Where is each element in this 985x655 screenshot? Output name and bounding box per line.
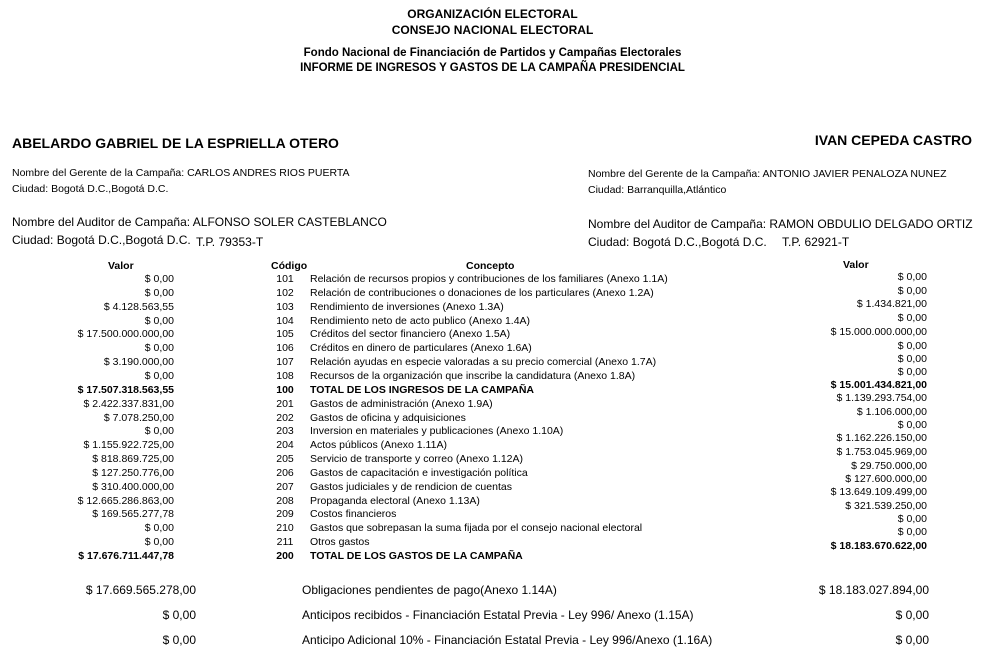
row-concept: Rendimiento neto de acto publico (Anexo 1.4A) (310, 314, 531, 327)
row-code: 104 (276, 314, 294, 327)
right-value: $ 1.139.293.754,00 (836, 392, 927, 404)
right-value: $ 1.434.821,00 (856, 298, 927, 310)
right-value: $ 0,00 (897, 312, 927, 324)
row-value-left: $ 4.128.563,55 (103, 300, 174, 313)
bottom-value-left: $ 0,00 (162, 633, 196, 647)
row-concept: Créditos del sector financiero (Anexo 1.5A) (310, 328, 511, 341)
row-concept: Otros gastos (310, 536, 370, 549)
row-concept: Gastos judiciales y de rendicion de cuentas (310, 480, 512, 493)
row-code: 208 (276, 494, 294, 507)
row-concept: Créditos en dinero de particulares (Anexo 1.6A) (310, 342, 532, 355)
row-code: 210 (276, 522, 294, 535)
row-code: 103 (276, 300, 294, 313)
right-value: $ 0,00 (897, 526, 927, 538)
bottom-concept: Anticipo Adicional 10% - Financiación Estatal Previa - Ley 996/Anexo (1.16A) (302, 633, 713, 647)
row-concept: TOTAL DE LOS GASTOS DE LA CAMPAÑA (310, 550, 523, 562)
bottom-value-left: $ 0,00 (162, 608, 196, 622)
right-value: $ 1.106.000,00 (856, 406, 927, 418)
right-manager-city: Ciudad: Barranquilla,Atlántico (588, 184, 727, 196)
left-manager-city: Ciudad: Bogotá D.C.,Bogotá D.C. (12, 183, 169, 195)
row-concept: Gastos de oficina y adquisiciones (310, 411, 466, 424)
row-value-left: $ 17.500.000.000,00 (77, 328, 174, 341)
right-value: $ 0,00 (897, 419, 927, 431)
report-title: INFORME DE INGRESOS Y GASTOS DE LA CAMPAÑA PRESIDENCIAL (300, 62, 685, 74)
bottom-concept: Obligaciones pendientes de pago(Anexo 1.14A) (302, 583, 557, 597)
left-auditor: Nombre del Auditor de Campaña: ALFONSO SOLER CASTEBLANCO (12, 215, 387, 229)
row-concept: Gastos que sobrepasan la suma fijada por el consejo nacional electoral (310, 522, 643, 535)
right-value: $ 127.600.000,00 (845, 473, 927, 485)
row-value-left: $ 17.507.318.563,55 (77, 383, 174, 396)
table-row (0, 467, 985, 481)
right-value: $ 321.539.250,00 (845, 500, 927, 512)
row-value-left: $ 310.400.000,00 (92, 480, 174, 493)
row-value-left: $ 0,00 (144, 536, 174, 549)
left-auditor-tp: T.P. 79353-T (196, 235, 264, 249)
right-value: $ 0,00 (897, 285, 927, 297)
row-code: 108 (276, 369, 294, 382)
fund-title: Fondo Nacional de Financiación de Partidos y Campañas Electorales (303, 47, 682, 59)
row-code: 207 (276, 480, 294, 493)
left-auditor-city: Ciudad: Bogotá D.C.,Bogotá D.C. (12, 233, 191, 247)
row-concept: Gastos de capacitación e investigación política (310, 466, 528, 479)
row-value-left: $ 12.665.286.863,00 (77, 494, 174, 507)
row-value-left: $ 1.155.922.725,00 (83, 439, 174, 452)
row-concept: TOTAL DE LOS INGRESOS DE LA CAMPAÑA (310, 383, 535, 396)
right-value: $ 15.001.434.821,00 (830, 379, 927, 391)
row-concept: Relación de contribuciones o donaciones de los particulares (Anexo 1.2A) (310, 286, 654, 299)
row-value-left: $ 17.676.711.447,78 (78, 550, 174, 562)
row-value-left: $ 0,00 (144, 273, 174, 285)
right-value: $ 29.750.000,00 (851, 460, 927, 472)
row-concept: Inversion en materiales y publicaciones (Anexo 1.10A) (310, 425, 564, 438)
col-header-valor-right: Valor (843, 259, 869, 271)
right-value: $ 15.000.000.000,00 (830, 326, 927, 338)
bottom-value-right: $ 0,00 (895, 633, 929, 647)
row-code: 211 (276, 536, 294, 549)
row-concept: Servicio de transporte y correo (Anexo 1.12A) (310, 453, 524, 466)
row-concept: Recursos de la organización que inscribe la candidatura (Anexo 1.8A) (310, 369, 636, 382)
bottom-value-left: $ 17.669.565.278,00 (85, 583, 196, 597)
row-value-left: $ 0,00 (144, 286, 174, 299)
row-concept: Relación de recursos propios y contribuciones de los familiares (Anexo 1.1A) (310, 273, 668, 285)
col-header-valor-left: Valor (108, 260, 134, 272)
right-auditor-city: Ciudad: Bogotá D.C.,Bogotá D.C. (588, 235, 767, 249)
row-code: 200 (276, 550, 294, 562)
table-row (0, 301, 985, 315)
row-code: 101 (276, 273, 294, 285)
row-value-left: $ 169.565.277,78 (92, 508, 174, 521)
row-value-left: $ 0,00 (144, 425, 174, 438)
row-value-left: $ 7.078.250,00 (103, 411, 174, 424)
right-value: $ 1.753.045.969,00 (836, 446, 927, 458)
row-value-left: $ 0,00 (144, 369, 174, 382)
row-value-left: $ 0,00 (144, 522, 174, 535)
row-value-left: $ 3.190.000,00 (103, 356, 174, 369)
row-code: 206 (276, 466, 294, 479)
right-value: $ 0,00 (897, 340, 927, 352)
table-row (0, 508, 985, 522)
col-header-codigo: Código (271, 260, 308, 272)
row-code: 203 (276, 425, 294, 438)
row-concept: Gastos de administración (Anexo 1.9A) (310, 397, 493, 410)
table-row (0, 342, 985, 356)
right-value: $ 0,00 (897, 513, 927, 525)
row-value-left: $ 2.422.337.831,00 (83, 397, 174, 410)
table-row (0, 412, 985, 426)
row-code: 100 (276, 383, 294, 396)
table-row (0, 550, 985, 564)
right-manager: Nombre del Gerente de la Campaña: ANTONIO JAVIER PENALOZA NUNEZ (588, 168, 947, 180)
bottom-value-right: $ 0,00 (895, 608, 929, 622)
table-row (0, 356, 985, 370)
council-title: CONSEJO NACIONAL ELECTORAL (391, 23, 594, 37)
row-value-left: $ 0,00 (144, 314, 174, 327)
row-code: 102 (276, 286, 294, 299)
row-concept: Relación ayudas en especie valoradas a su precio comercial (Anexo 1.7A) (310, 356, 657, 369)
left-manager: Nombre del Gerente de la Campaña: CARLOS ANDRES RIOS PUERTA (12, 167, 350, 179)
row-code: 107 (276, 356, 294, 369)
row-code: 105 (276, 328, 294, 341)
org-title: ORGANIZACIÓN ELECTORAL (407, 7, 578, 21)
table-row (0, 287, 985, 301)
right-value: $ 1.162.226.150,00 (836, 432, 927, 444)
row-code: 209 (276, 508, 294, 521)
row-value-left: $ 818.869.725,00 (92, 453, 174, 466)
bottom-concept: Anticipos recibidos - Financiación Estatal Previa - Ley 996/ Anexo (1.15A) (302, 608, 694, 622)
right-candidate-name: IVAN CEPEDA CASTRO (814, 132, 972, 148)
row-concept: Actos públicos (Anexo 1.11A) (310, 439, 447, 452)
row-code: 201 (276, 397, 294, 410)
table-row (0, 273, 985, 287)
right-auditor-tp: T.P. 62921-T (782, 235, 850, 249)
row-code: 202 (276, 411, 294, 424)
right-value: $ 0,00 (897, 271, 927, 283)
row-code: 204 (276, 439, 294, 452)
row-code: 106 (276, 342, 294, 355)
bottom-value-right: $ 18.183.027.894,00 (818, 583, 929, 597)
row-value-left: $ 127.250.776,00 (92, 466, 174, 479)
row-concept: Rendimiento de inversiones (Anexo 1.3A) (310, 300, 504, 313)
right-value: $ 13.649.109.499,00 (830, 486, 927, 498)
row-concept: Costos financieros (310, 508, 397, 521)
right-auditor: Nombre del Auditor de Campaña: RAMON OBDULIO DELGADO ORTIZ (588, 217, 973, 231)
right-value: $ 18.183.670.622,00 (830, 540, 927, 552)
left-candidate-name: ABELARDO GABRIEL DE LA ESPRIELLA OTERO (12, 135, 339, 151)
row-concept: Propaganda electoral (Anexo 1.13A) (310, 494, 480, 507)
col-header-concepto: Concepto (466, 260, 515, 272)
row-code: 205 (276, 453, 294, 466)
row-value-left: $ 0,00 (144, 342, 174, 355)
right-value: $ 0,00 (897, 366, 927, 378)
right-value: $ 0,00 (897, 353, 927, 365)
table-row (0, 522, 985, 536)
